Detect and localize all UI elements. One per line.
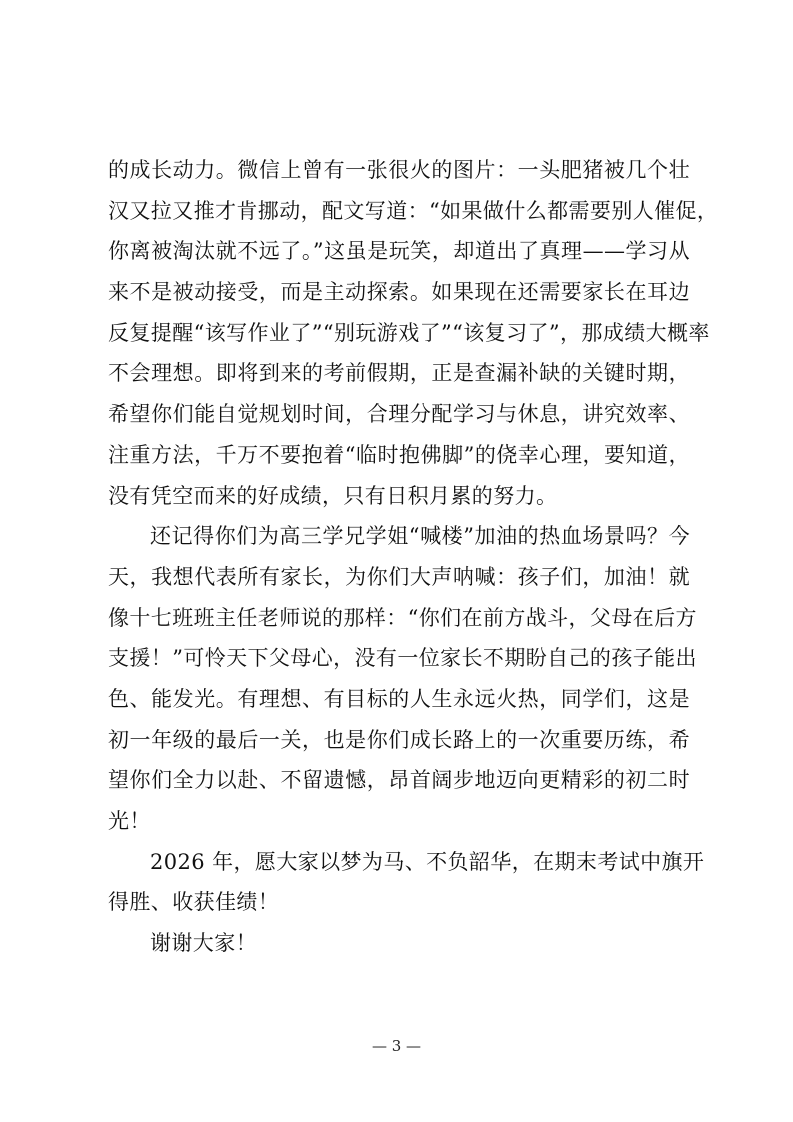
paragraph-3-line-2: 得胜、收获佳绩！ bbox=[108, 890, 280, 915]
paragraph-1-line-8: 注重方法，千万不要抱着“临时抱佛脚”的侥幸心理，要知道， bbox=[108, 442, 690, 467]
paragraph-2-line-1: 还记得你们为高三学兄学姐“喊楼”加油的热血场景吗？今 bbox=[150, 524, 690, 549]
body-text bbox=[108, 150, 719, 964]
paragraph-2-line-7: 望你们全力以赴、不留遗憾，昂首阔步地迈向更精彩的初二时 bbox=[108, 768, 690, 793]
paragraph-3-line-1: 2026 年，愿大家以梦为马、不负韶华，在期末考试中旗开 bbox=[150, 849, 705, 874]
paragraph-2-line-3: 像十七班班主任老师说的那样：“你们在前方战斗，父母在后方 bbox=[108, 605, 697, 630]
paragraph-1-line-9: 没有凭空而来的好成绩，只有日积月累的努力。 bbox=[108, 483, 558, 508]
paragraph-2-line-8: 光！ bbox=[108, 809, 151, 833]
paragraph-1-line-6: 不会理想。即将到来的考前假期，正是查漏补缺的关键时期， bbox=[108, 361, 690, 386]
paragraph-1-line-1: 的成长动力。微信上曾有一张很火的图片：一头肥猪被几个壮 bbox=[108, 158, 690, 182]
page-number: — 3 — bbox=[371, 1037, 422, 1055]
paragraph-1-line-2: 汉又拉又推才肯挪动，配文写道：“如果做什么都需要别人催促， bbox=[108, 198, 719, 223]
paragraph-1-line-3: 你离被淘汰就不远了。”这虽是玩笑，却道出了真理——学习从 bbox=[108, 239, 690, 264]
paragraph-2-line-6: 初一年级的最后一关，也是你们成长路上的一次重要历练，希 bbox=[108, 727, 690, 752]
paragraph-4-line-1: 谢谢大家！ bbox=[150, 931, 257, 956]
paragraph-1-line-4: 来不是被动接受，而是主动探索。如果现在还需要家长在耳边 bbox=[108, 280, 690, 305]
paragraph-1-line-7: 希望你们能自觉规划时间，合理分配学习与休息，讲究效率、 bbox=[108, 402, 690, 427]
paragraph-2-line-2: 天，我想代表所有家长，为你们大声呐喊：孩子们，加油！就 bbox=[108, 564, 690, 589]
paragraph-2-line-4: 支援！”可怜天下父母心，没有一位家长不期盼自己的孩子能出 bbox=[108, 646, 697, 671]
paragraph-1-line-5: 反复提醒“该写作业了”“别玩游戏了”“该复习了”，那成绩大概率 bbox=[108, 320, 710, 345]
paragraph-2-line-5: 色、能发光。有理想、有目标的人生永远火热，同学们，这是 bbox=[108, 686, 690, 711]
